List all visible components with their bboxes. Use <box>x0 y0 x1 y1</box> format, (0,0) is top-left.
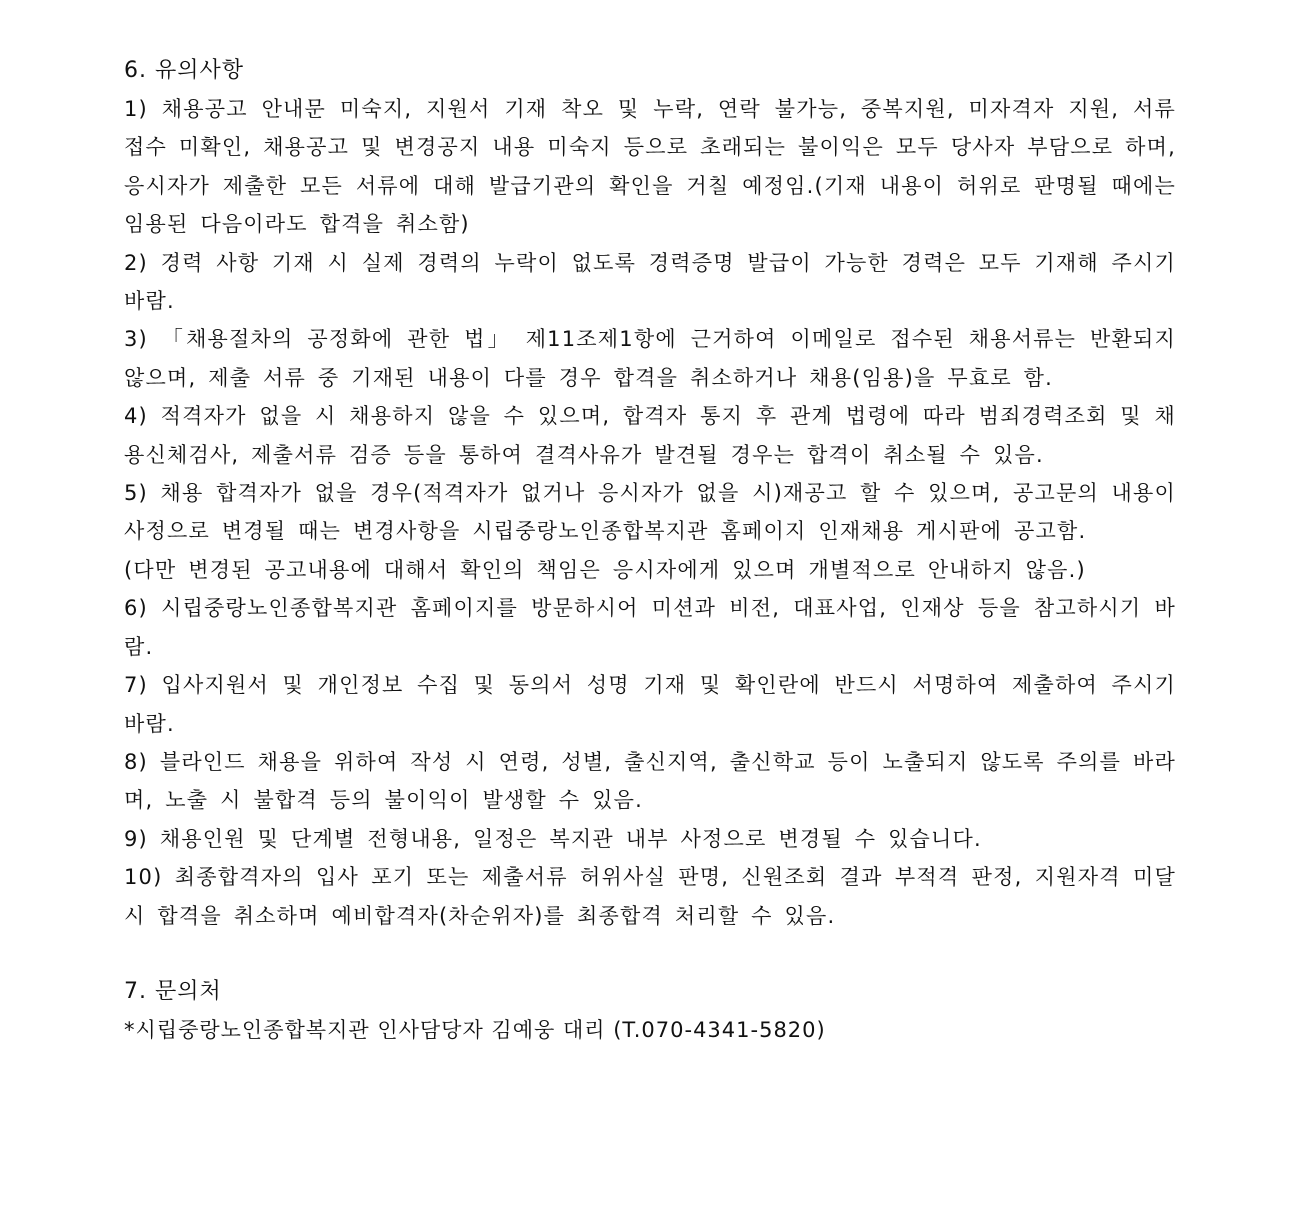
notice-item-8: 8) 블라인드 채용을 위하여 작성 시 연령, 성별, 출신지역, 출신학교 등이 노출되지 않도록 주의를 바라며, 노출 시 불합격 등의 불이익이 발생할 수 있음. <box>124 749 1176 813</box>
notice-item-4: 4) 적격자가 없을 시 채용하지 않을 수 있으며, 합격자 통지 후 관계 법령에 따라 범죄경력조회 및 채용신체검사, 제출서류 검증 등을 통하여 결격사유가 발견될 경우는 합격이 취소될 수 있음. <box>124 404 1176 467</box>
notice-item-5-note: (다만 변경된 공고내용에 대해서 확인의 책임은 응시자에게 있으며 개별적으로 안내하지 않음.) <box>124 557 1086 582</box>
section-7-title: 7. 문의처 <box>124 978 222 1004</box>
notice-item-7: 7) 입사지원서 및 개인정보 수집 및 동의서 성명 기재 및 확인란에 반드시 서명하여 제출하여 주시기 바람. <box>124 673 1176 736</box>
notice-item-1: 1) 채용공고 안내문 미숙지, 지원서 기재 착오 및 누락, 연락 불가능, 중복지원, 미자격자 지원, 서류 접수 미확인, 채용공고 및 변경공지 내용 미숙지 등으로 초래되는 불이익은 모두 당사자 부담으로 하며, 응시자가 제출한 모든 서류에 대해 발급기관의 확인을 거칠 예정임.(기재 내용이 허위로 판명될 때에는 임용된 다음이라도 합격을 취소함) <box>124 97 1176 237</box>
section-spacer <box>124 935 1176 973</box>
notice-item-6: 6) 시립중랑노인종합복지관 홈페이지를 방문하시어 미션과 비전, 대표사업, 인재상 등을 참고하시기 바람. <box>124 596 1176 659</box>
notice-item-5: 5) 채용 합격자가 없을 경우(적격자가 없거나 응시자가 없을 시)재공고 할 수 있으며, 공고문의 내용이 사정으로 변경될 때는 변경사항을 시립중랑노인종합복지관 홈페이지 인재채용 게시판에 공고함. <box>124 481 1176 544</box>
notice-item-9: 9) 채용인원 및 단계별 전형내용, 일정은 복지관 내부 사정으로 변경될 수 있습니다. <box>124 826 982 851</box>
notice-item-3: 3) 「채용절차의 공정화에 관한 법」 제11조제1항에 근거하여 이메일로 접수된 채용서류는 반환되지 않으며, 제출 서류 중 기재된 내용이 다를 경우 합격을 취소하거나 채용(임용)을 무효로 함. <box>124 327 1176 390</box>
notice-list <box>124 90 1176 935</box>
document-page <box>124 52 1176 1049</box>
notice-item-10: 10) 최종합격자의 입사 포기 또는 제출서류 허위사실 판명, 신원조회 결과 부적격 판정, 지원자격 미달 시 합격을 취소하며 예비합격자(차순위자)를 최종합격 처리할 수 있음. <box>124 865 1176 928</box>
section-6-title: 6. 유의사항 <box>124 58 244 83</box>
notice-item-2: 2) 경력 사항 기재 시 실제 경력의 누락이 없도록 경력증명 발급이 가능한 경력은 모두 기재해 주시기 바람. <box>124 250 1176 314</box>
contact-line: *시립중랑노인종합복지관 인사담당자 김예웅 대리 (T.070-4341-5820) <box>124 1017 826 1042</box>
